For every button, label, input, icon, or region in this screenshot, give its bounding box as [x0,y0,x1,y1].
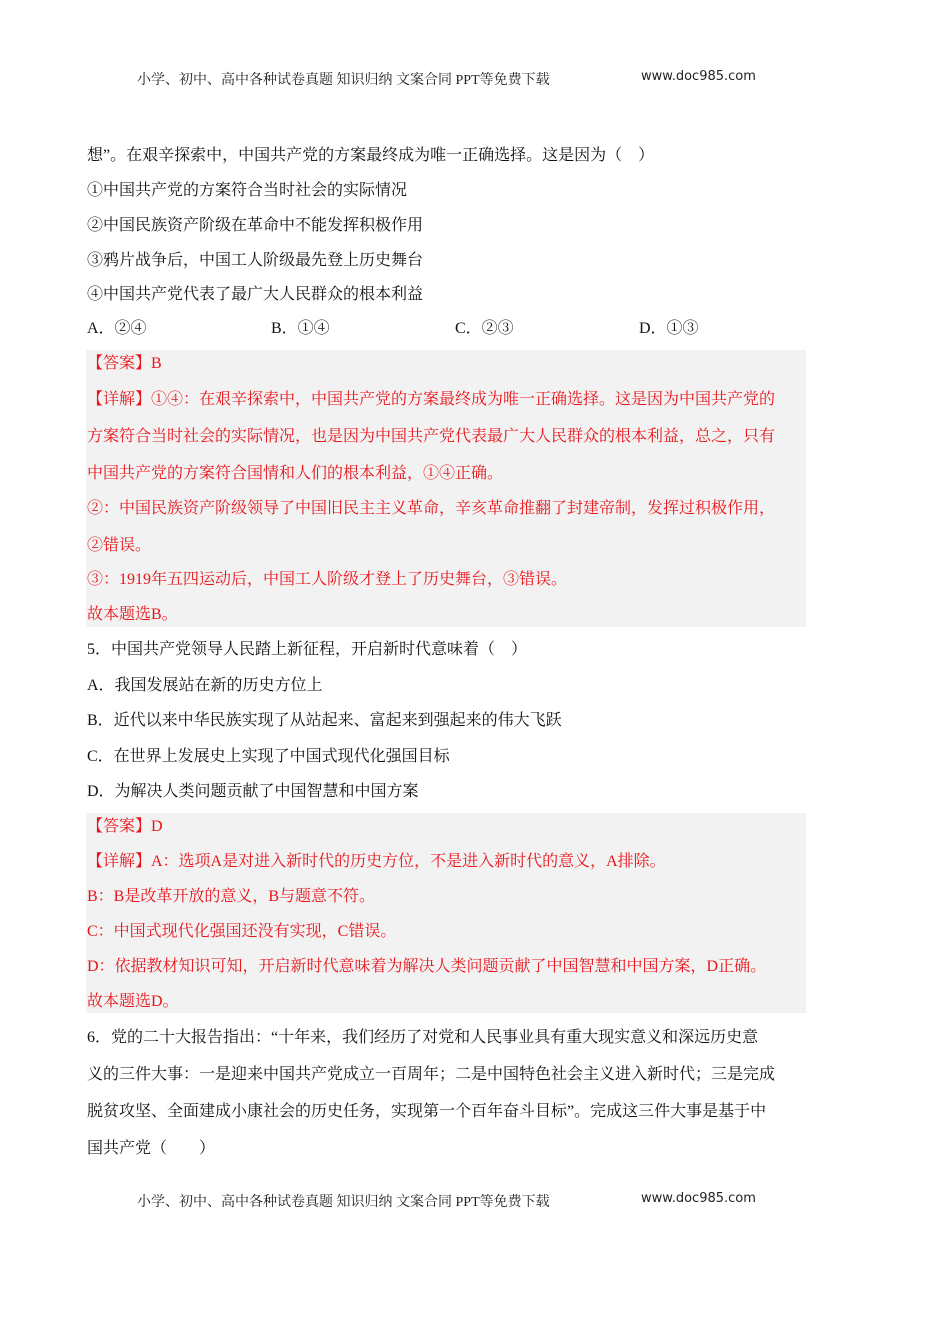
q5-answer: 【答案】D [87,818,163,835]
q4-stem: 想”。在艰辛探索中，中国共产党的方案最终成为唯一正确选择。这是因为（ ） [87,147,655,164]
q5-explanation-line: B：B是改革开放的意义，B与题意不符。 [87,888,376,905]
q6-stem-line: 脱贫攻坚、全面建成小康社会的历史任务，实现第一个百年奋斗目标”。完成这三件大事是基于中 [87,1103,767,1120]
q4-answer: 【答案】B [87,355,162,372]
q5-answer-box [86,813,806,1013]
q6-stem-line: 义的三件大事：一是迎来中国共产党成立一百周年；二是中国特色社会主义进入新时代；三是完成 [87,1066,776,1083]
footer-text: 小学、初中、高中各种试卷真题 知识归纳 文案合同 PPT等免费下载 [137,1195,550,1210]
q5-stem: 5．中国共产党领导人民踏上新征程，开启新时代意味着（ ） [87,641,528,658]
q4-explanation-line: ②：中国民族资产阶级领导了中国旧民主主义革命，辛亥革命推翻了封建帝制，发挥过积极作用， [87,500,776,517]
q5-option-d: D．为解决人类问题贡献了中国智慧和中国方案 [87,783,419,800]
q4-explanation-line: ②错误。 [87,537,152,554]
q4-explanation-line: ③：1919年五四运动后，中国工人阶级才登上了历史舞台，③错误。 [87,571,568,588]
q4-explanation-line: 中国共产党的方案符合国情和人们的根本利益，①④正确。 [87,465,504,482]
q4-explanation-line: 方案符合当时社会的实际情况，也是因为中国共产党代表最广大人民群众的根本利益，总之，只有 [87,428,776,445]
q4-option-d: D．①③ [639,320,699,337]
q6-stem-line: 国共产党（ ） [87,1140,216,1157]
q5-option-b: B．近代以来中华民族实现了从站起来、富起来到强起来的伟大飞跃 [87,712,562,729]
q4-statement: ④中国共产党代表了最广大人民群众的根本利益 [87,286,424,303]
q5-explanation-line: 故本题选D。 [87,993,179,1010]
q4-option-a: A．②④ [87,320,147,337]
q5-explanation-line: 【详解】A：选项A是对进入新时代的历史方位，不是进入新时代的意义，A排除。 [87,853,666,870]
q4-option-c: C．②③ [455,320,514,337]
q4-option-b: B．①④ [271,320,330,337]
header-url: www.doc985.com [641,69,756,84]
q5-option-a: A．我国发展站在新的历史方位上 [87,677,323,694]
q5-explanation-line: D：依据教材知识可知，开启新时代意味着为解决人类问题贡献了中国智慧和中国方案，D正确。 [87,958,767,975]
q5-option-c: C．在世界上发展史上实现了中国式现代化强国目标 [87,748,450,765]
q5-explanation-line: C：中国式现代化强国还没有实现，C错误。 [87,923,397,940]
q4-statement: ②中国民族资产阶级在革命中不能发挥积极作用 [87,217,424,234]
q6-stem-line: 6．党的二十大报告指出：“十年来，我们经历了对党和人民事业具有重大现实意义和深远历史意 [87,1029,759,1046]
q4-statement: ③鸦片战争后，中国工人阶级最先登上历史舞台 [87,252,424,269]
footer-url: www.doc985.com [641,1191,756,1206]
q4-explanation-line: 【详解】①④：在艰辛探索中，中国共产党的方案最终成为唯一正确选择。这是因为中国共产党的 [87,391,776,408]
q4-explanation-line: 故本题选B。 [87,606,178,623]
header-text: 小学、初中、高中各种试卷真题 知识归纳 文案合同 PPT等免费下载 [137,73,550,88]
q4-statement: ①中国共产党的方案符合当时社会的实际情况 [87,182,408,199]
